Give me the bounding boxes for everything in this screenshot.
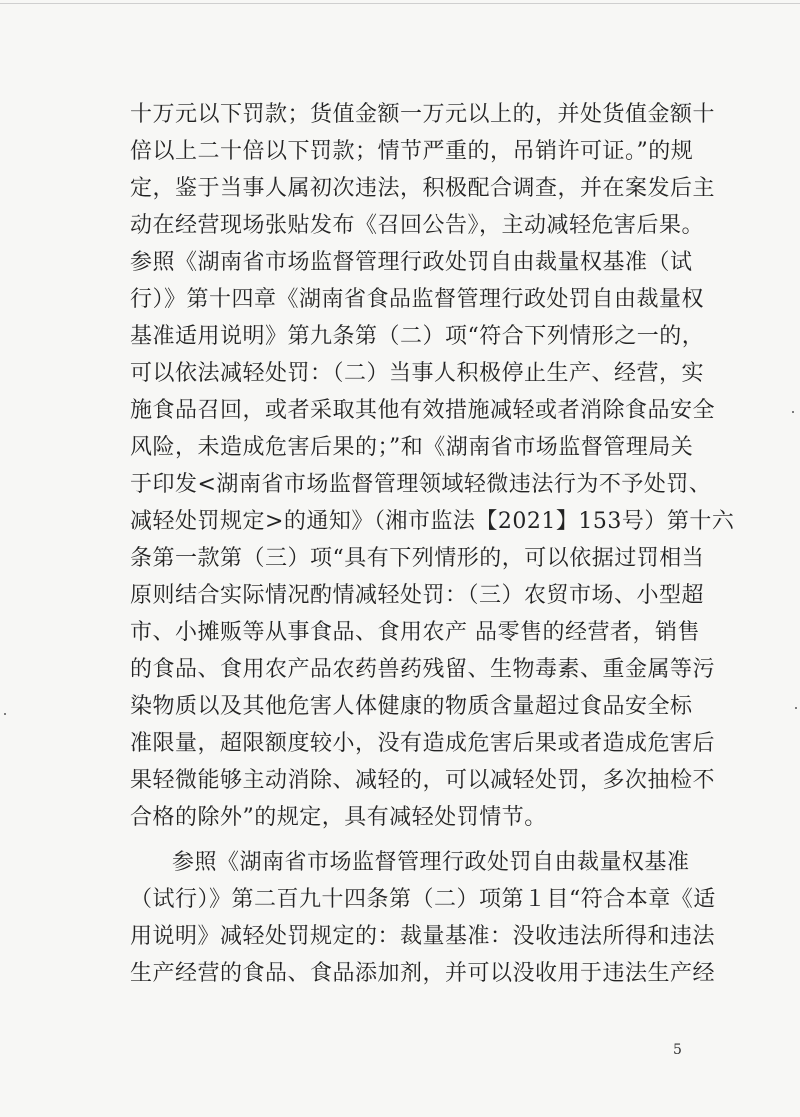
- body-line: 基准适用说明》第九条第（二）项“符合下列情形之一的，: [130, 324, 705, 349]
- body-line: 定，鉴于当事人属初次违法，积极配合调查，并在案发后主: [130, 176, 716, 201]
- body-line: 倍以上二十倍以下罚款；情节严重的，吊销许可证。”的规: [130, 139, 694, 164]
- body-line: 风险，未造成危害后果的；”和《湖南省市场监督管理局关: [130, 435, 694, 460]
- page-number: 5: [673, 1042, 682, 1058]
- body-line: 原则结合实际情况酌情减轻处罚：（三）农贸市场、小型超: [130, 583, 705, 608]
- scan-speck: [795, 707, 797, 709]
- scan-speck: [4, 713, 6, 715]
- scan-speck: [792, 411, 794, 413]
- body-line: （试行）》第二百九十四条第（二）项第１目“符合本章《适: [130, 887, 716, 912]
- body-line: 施食品召回，或者采取其他有效措施减轻或者消除食品安全: [130, 398, 716, 423]
- body-line: 于印发<湖南省市场监督管理领域轻微违法行为不予处罚、: [130, 472, 712, 497]
- body-line: 行）》第十四章《湖南省食品监督管理行政处罚自由裁量权: [130, 287, 705, 312]
- body-line: 可以依法减轻处罚：（二）当事人积极停止生产、经营，实: [130, 361, 705, 386]
- body-line: 果轻微能够主动消除、减轻的，可以减轻处罚，多次抽检不: [130, 768, 716, 793]
- body-line: 的食品、食用农产品农药兽药残留、生物毒素、重金属等污: [130, 657, 716, 682]
- body-line: 参照《湖南省市场监督管理行政处罚自由裁量权基准（试: [130, 250, 693, 275]
- body-line: 用说明》减轻处罚规定的：裁量基准：没收违法所得和违法: [130, 924, 716, 949]
- body-line: 合格的除外”的规定，具有减轻处罚情节。: [130, 805, 547, 830]
- body-line: 动在经营现场张贴发布《召回公告》，主动减轻危害后果。: [130, 213, 705, 238]
- body-line: 条第一款第（三）项“具有下列情形的，可以依据过罚相当: [130, 546, 705, 571]
- paragraph-first-line: 参照《湖南省市场监督管理行政处罚自由裁量权基准: [172, 850, 690, 875]
- body-line: 生产经营的食品、食品添加剂，并可以没收用于违法生产经: [130, 961, 716, 986]
- body-line: 市、小摊贩等从事食品、食用农产 品零售的经营者，销售: [130, 620, 700, 645]
- body-line: 十万元以下罚款；货值金额一万元以上的，并处货值金额十: [130, 102, 716, 127]
- scan-top-edge: [0, 3, 800, 4]
- body-line: 减轻处罚规定>的通知》（湘市监法【2021】153号）第十六: [130, 509, 735, 534]
- body-line: 染物质以及其他危害人体健康的物质含量超过食品安全标: [130, 694, 693, 719]
- body-line: 准限量，超限额度较小，没有造成危害后果或者造成危害后: [130, 731, 716, 756]
